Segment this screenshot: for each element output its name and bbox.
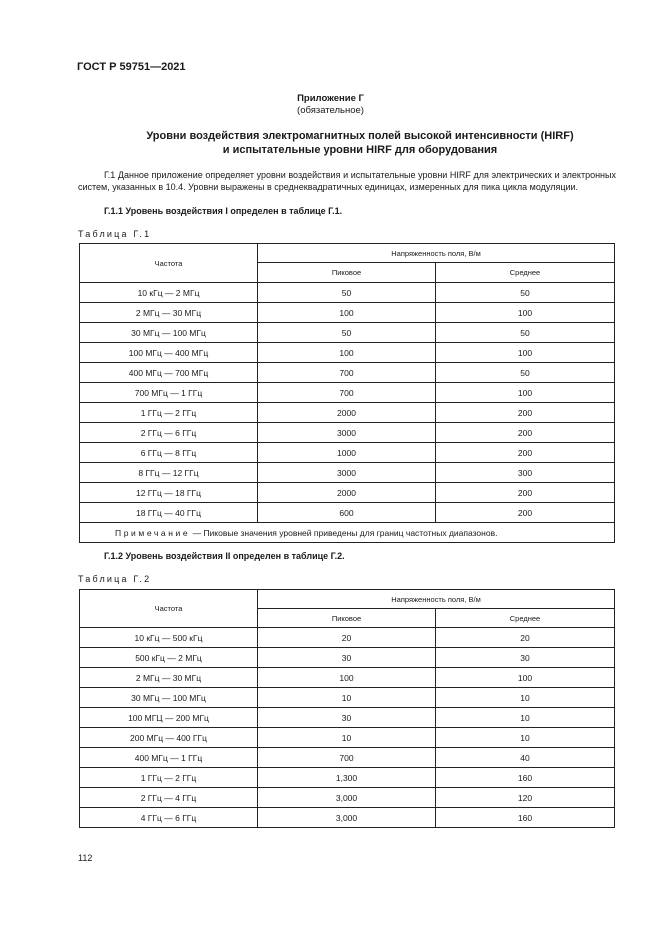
table-row — [80, 648, 615, 668]
table-row — [80, 503, 615, 523]
average-value-cell: 50 — [436, 283, 615, 303]
average-value-cell: 50 — [436, 363, 615, 383]
section-title — [60, 129, 660, 157]
average-value-cell: 100 — [436, 303, 615, 323]
note-label: Примечание — [115, 527, 191, 538]
frequency-cell: 18 ГГц — 40 ГГц — [80, 503, 258, 523]
frequency-cell: 2 МГц — 30 МГц — [80, 668, 258, 688]
peak-value-cell: 10 — [258, 728, 436, 748]
appendix-title: Приложение Г — [297, 93, 364, 104]
table-row — [80, 788, 615, 808]
peak-value-cell: 2000 — [258, 483, 436, 503]
frequency-cell: 8 ГГц — 12 ГГц — [80, 463, 258, 483]
section-title-line1: Уровни воздействия электромагнитных полей высокой интенсивности (HIRF) — [146, 130, 574, 142]
table1-header-strength: Напряженность поля, В/м — [258, 244, 615, 263]
frequency-cell: 6 ГГц — 8 ГГц — [80, 443, 258, 463]
table-row — [80, 628, 615, 648]
average-value-cell: 160 — [436, 768, 615, 788]
table-row — [80, 483, 615, 503]
peak-value-cell: 30 — [258, 648, 436, 668]
table1-header-peak: Пиковое — [258, 263, 436, 283]
peak-value-cell: 50 — [258, 323, 436, 343]
peak-value-cell: 3,000 — [258, 788, 436, 808]
table-row — [80, 463, 615, 483]
average-value-cell: 100 — [436, 668, 615, 688]
peak-value-cell: 700 — [258, 748, 436, 768]
average-value-cell: 10 — [436, 728, 615, 748]
frequency-cell: 400 МГц — 1 ГГц — [80, 748, 258, 768]
average-value-cell: 200 — [436, 423, 615, 443]
frequency-cell: 500 кГц — 2 МГц — [80, 648, 258, 668]
frequency-cell: 1 ГГц — 2 ГГц — [80, 403, 258, 423]
frequency-cell: 2 МГц — 30 МГц — [80, 303, 258, 323]
frequency-cell: 30 МГц — 100 МГц — [80, 323, 258, 343]
average-value-cell: 40 — [436, 748, 615, 768]
document-code: ГОСТ Р 59751—2021 — [77, 61, 186, 73]
average-value-cell: 160 — [436, 808, 615, 828]
average-value-cell: 100 — [436, 343, 615, 363]
table-row — [80, 323, 615, 343]
peak-value-cell: 100 — [258, 668, 436, 688]
average-value-cell: 50 — [436, 323, 615, 343]
table2-header-strength: Напряженность поля, В/м — [258, 590, 615, 609]
peak-value-cell: 2000 — [258, 403, 436, 423]
table2-header-frequency: Частота — [80, 590, 258, 628]
frequency-cell: 30 МГц — 100 МГц — [80, 688, 258, 708]
table2-header-average: Среднее — [436, 609, 615, 628]
table1-header-frequency: Частота — [80, 244, 258, 283]
table-row — [80, 708, 615, 728]
average-value-cell: 200 — [436, 403, 615, 423]
peak-value-cell: 20 — [258, 628, 436, 648]
table-g1 — [79, 243, 615, 543]
table-row — [80, 423, 615, 443]
frequency-cell: 200 МГц — 400 ГГц — [80, 728, 258, 748]
average-value-cell: 20 — [436, 628, 615, 648]
average-value-cell: 10 — [436, 688, 615, 708]
table-row — [80, 303, 615, 323]
table-row — [80, 383, 615, 403]
peak-value-cell: 100 — [258, 303, 436, 323]
peak-value-cell: 10 — [258, 688, 436, 708]
table-row — [80, 808, 615, 828]
peak-value-cell: 3,000 — [258, 808, 436, 828]
frequency-cell: 2 ГГц — 6 ГГц — [80, 423, 258, 443]
peak-value-cell: 1000 — [258, 443, 436, 463]
average-value-cell: 200 — [436, 443, 615, 463]
table-row — [80, 363, 615, 383]
peak-value-cell: 3000 — [258, 463, 436, 483]
level1-paragraph: Г.1.1 Уровень воздействия I определен в таблице Г.1. — [104, 206, 343, 216]
average-value-cell: 30 — [436, 648, 615, 668]
table2-caption: Таблица Г.2 — [78, 574, 152, 584]
table-row — [80, 343, 615, 363]
average-value-cell: 120 — [436, 788, 615, 808]
table-row — [80, 283, 615, 303]
section-title-line2: и испытательные уровни HIRF для оборудования — [222, 144, 498, 156]
page-number: 112 — [78, 853, 93, 863]
frequency-cell: 4 ГГц — 6 ГГц — [80, 808, 258, 828]
peak-value-cell: 700 — [258, 363, 436, 383]
table-row — [80, 668, 615, 688]
table-row — [80, 688, 615, 708]
note-text: — Пиковые значения уровней приведены для границ частотных диапазонов. — [190, 527, 498, 538]
table-row — [80, 748, 615, 768]
table2-header-peak: Пиковое — [258, 609, 436, 628]
peak-value-cell: 1,300 — [258, 768, 436, 788]
table1-header-average: Среднее — [436, 263, 615, 283]
appendix-subtitle: (обязательное) — [297, 105, 364, 116]
frequency-cell: 10 кГц — 500 кГц — [80, 628, 258, 648]
peak-value-cell: 50 — [258, 283, 436, 303]
peak-value-cell: 600 — [258, 503, 436, 523]
level2-paragraph: Г.1.2 Уровень воздействия II определен в таблице Г.2. — [104, 551, 345, 561]
table-g2 — [79, 589, 615, 828]
peak-value-cell: 700 — [258, 383, 436, 403]
table-note-row — [80, 523, 615, 543]
peak-value-cell: 3000 — [258, 423, 436, 443]
average-value-cell: 100 — [436, 383, 615, 403]
average-value-cell: 300 — [436, 463, 615, 483]
frequency-cell: 400 МГц — 700 МГц — [80, 363, 258, 383]
table-row — [80, 728, 615, 748]
frequency-cell: 700 МГц — 1 ГГц — [80, 383, 258, 403]
table-row — [80, 403, 615, 423]
peak-value-cell: 30 — [258, 708, 436, 728]
table-note — [80, 523, 615, 543]
table-row — [80, 443, 615, 463]
table-row — [80, 768, 615, 788]
peak-value-cell: 100 — [258, 343, 436, 363]
intro-paragraph: Г.1 Данное приложение определяет уровни воздействия и испытательные уровни HIRF для электрических и электронных систем, указанных в 10.4. Уровни выражены в среднеквадратичных единицах, измеренных для пика цикла модуляции. — [78, 170, 616, 192]
frequency-cell: 100 МГц — 400 МГц — [80, 343, 258, 363]
average-value-cell: 200 — [436, 503, 615, 523]
frequency-cell: 12 ГГц — 18 ГГц — [80, 483, 258, 503]
average-value-cell: 200 — [436, 483, 615, 503]
table1-caption: Таблица Г.1 — [78, 229, 152, 239]
frequency-cell: 10 кГц — 2 МГц — [80, 283, 258, 303]
frequency-cell: 1 ГГц — 2 ГГц — [80, 768, 258, 788]
average-value-cell: 10 — [436, 708, 615, 728]
frequency-cell: 2 ГГц — 4 ГГц — [80, 788, 258, 808]
frequency-cell: 100 МГЦ — 200 МГц — [80, 708, 258, 728]
